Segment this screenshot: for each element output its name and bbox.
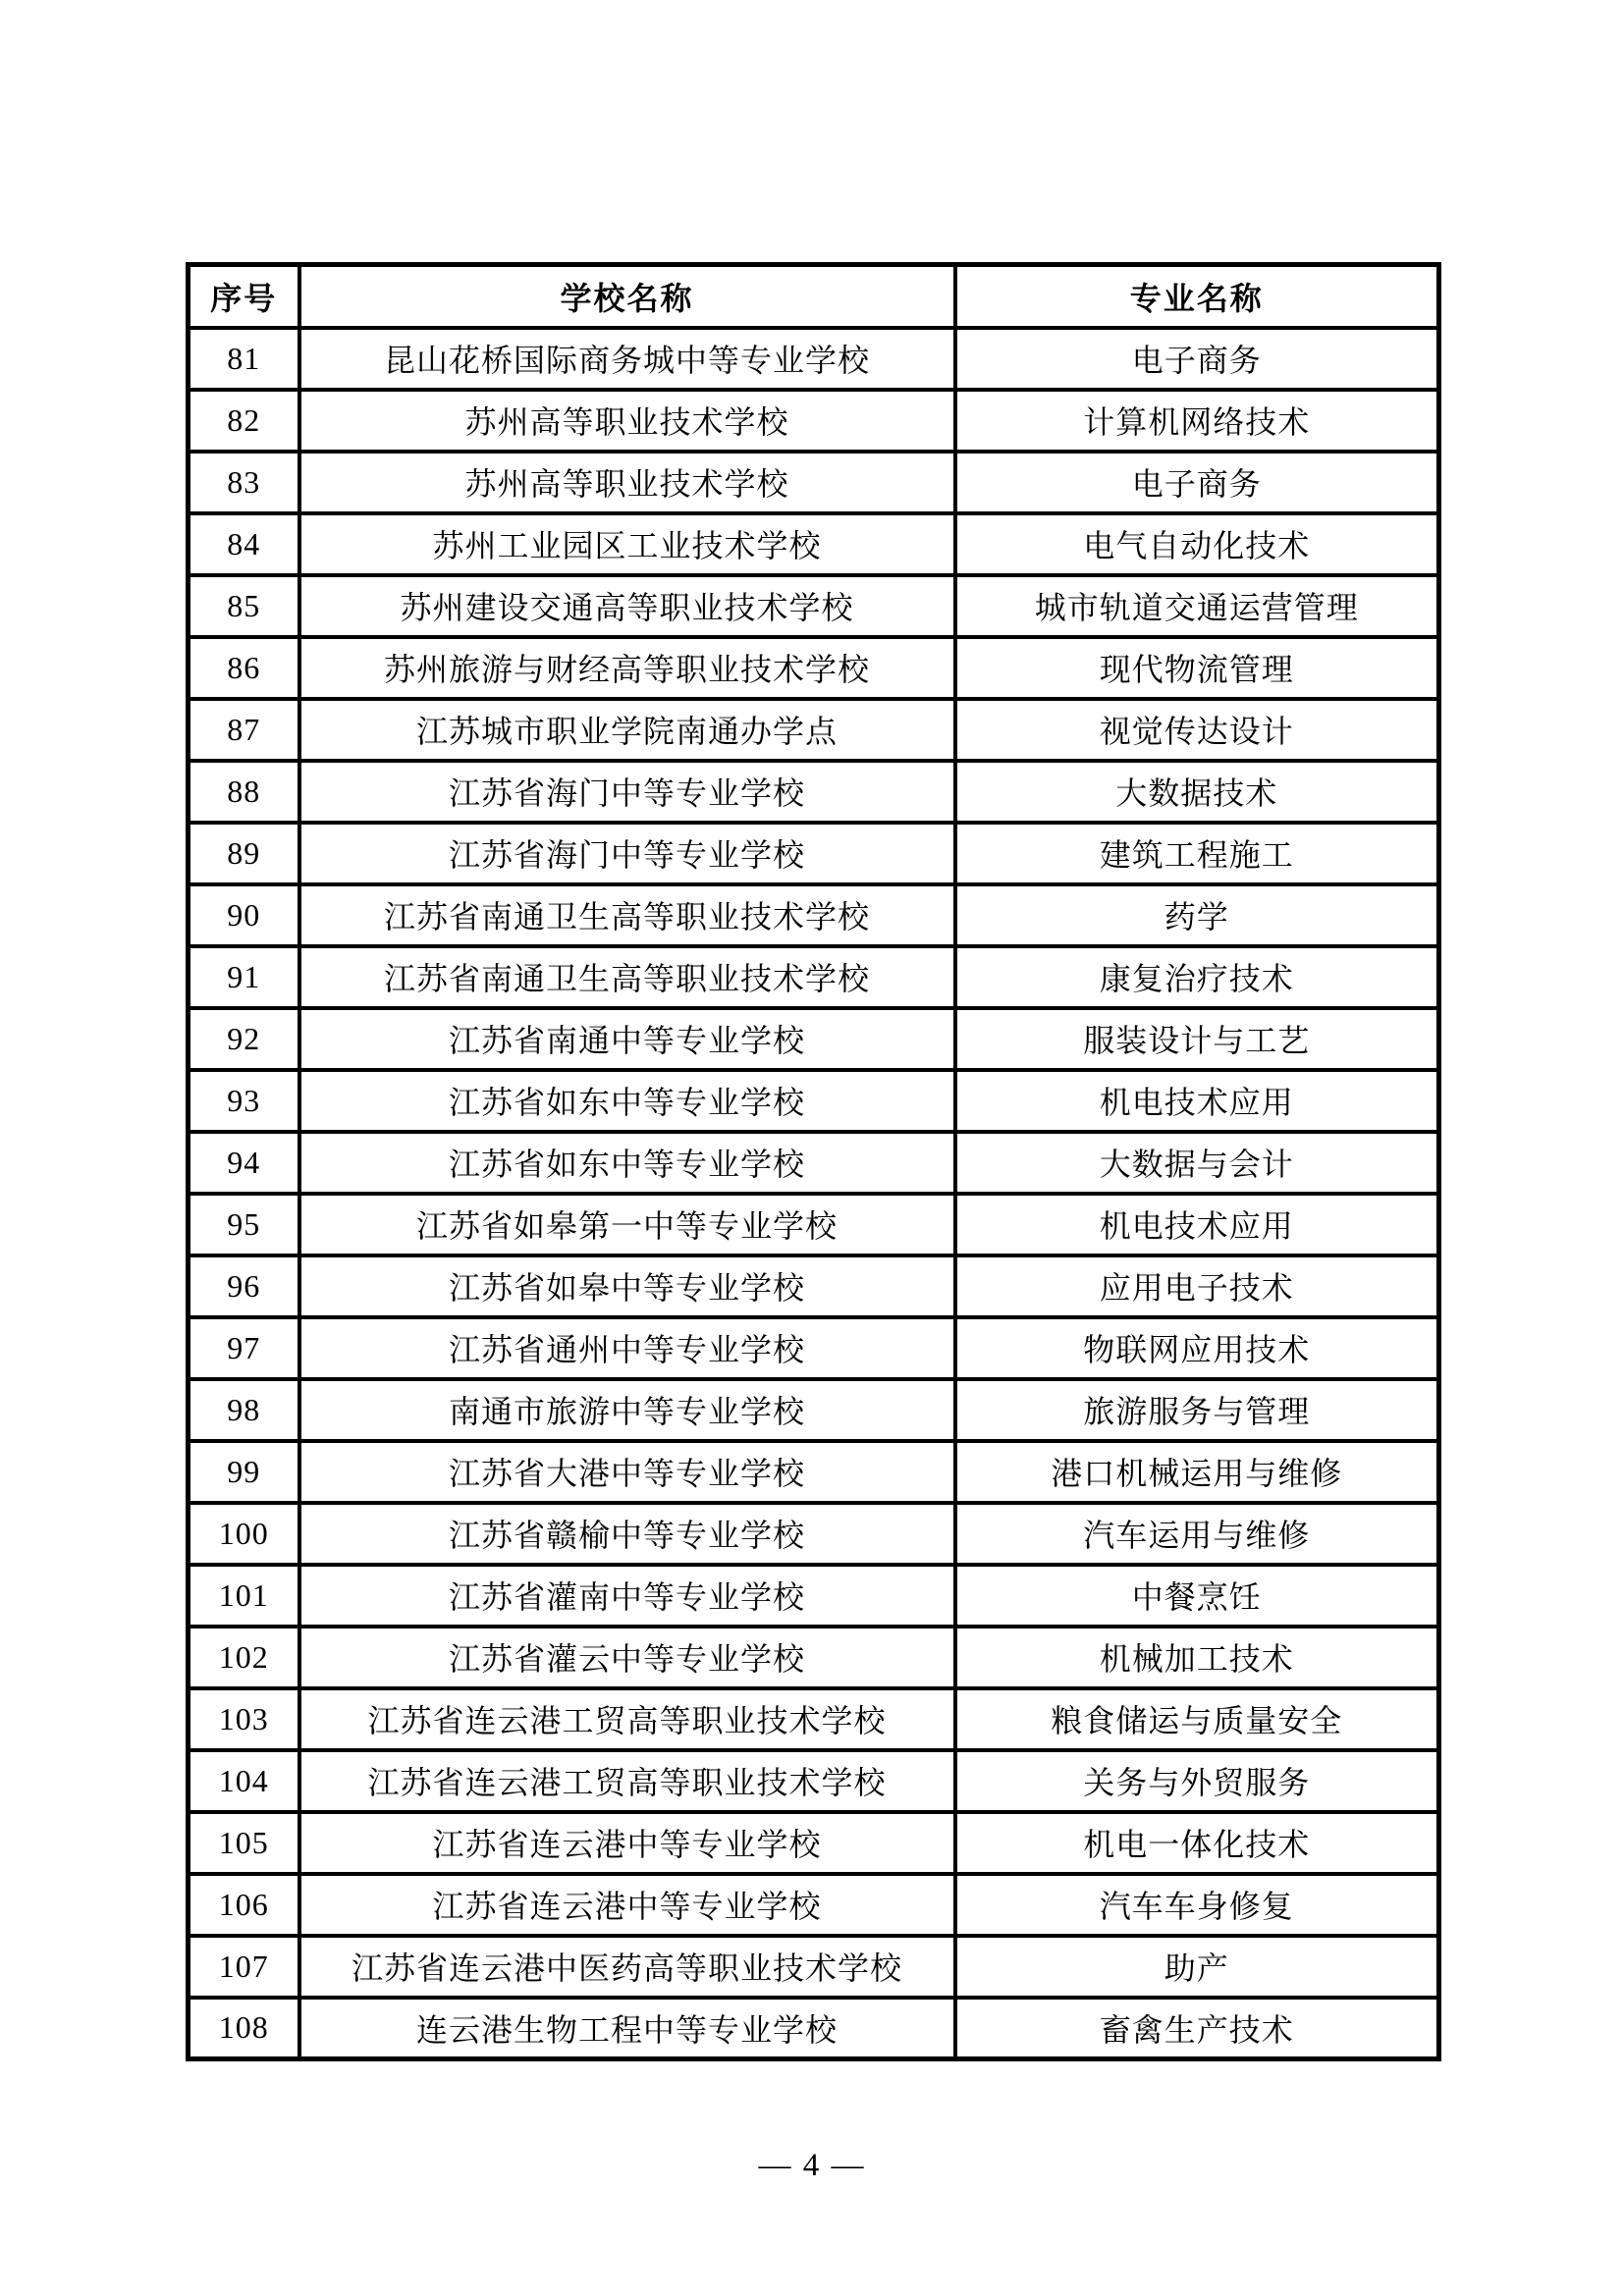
table-row <box>189 1070 1439 1132</box>
table-row <box>189 946 1439 1008</box>
major-name-cell: 汽车运用与维修 <box>955 1503 1439 1565</box>
col-header-school-name: 学校名称 <box>299 265 955 328</box>
row-index-cell: 96 <box>189 1255 299 1317</box>
school-name-cell: 江苏省如皋中等专业学校 <box>299 1255 955 1317</box>
table-row <box>189 328 1439 390</box>
major-name-cell: 康复治疗技术 <box>955 946 1439 1008</box>
school-name-cell: 江苏省赣榆中等专业学校 <box>299 1503 955 1565</box>
row-index-cell: 105 <box>189 1812 299 1874</box>
row-index-cell: 87 <box>189 699 299 761</box>
school-name-cell: 苏州建设交通高等职业技术学校 <box>299 575 955 637</box>
major-name-cell: 机电一体化技术 <box>955 1812 1439 1874</box>
major-name-cell: 建筑工程施工 <box>955 823 1439 884</box>
school-name-cell: 江苏省连云港中等专业学校 <box>299 1874 955 1936</box>
school-name-cell: 江苏省连云港工贸高等职业技术学校 <box>299 1750 955 1812</box>
major-name-cell: 粮食储运与质量安全 <box>955 1688 1439 1750</box>
table-row <box>189 513 1439 575</box>
row-index-cell: 103 <box>189 1688 299 1750</box>
school-name-cell: 江苏省连云港中医药高等职业技术学校 <box>299 1936 955 1998</box>
table-row <box>189 699 1439 761</box>
school-name-cell: 江苏省南通中等专业学校 <box>299 1008 955 1070</box>
school-name-cell: 江苏省如东中等专业学校 <box>299 1132 955 1194</box>
col-header-major-name: 专业名称 <box>955 265 1439 328</box>
school-name-cell: 南通市旅游中等专业学校 <box>299 1379 955 1441</box>
major-name-cell: 大数据技术 <box>955 761 1439 823</box>
school-name-cell: 江苏省海门中等专业学校 <box>299 823 955 884</box>
major-name-cell: 计算机网络技术 <box>955 390 1439 452</box>
school-name-cell: 江苏省海门中等专业学校 <box>299 761 955 823</box>
table-row <box>189 1255 1439 1317</box>
row-index-cell: 81 <box>189 328 299 390</box>
major-name-cell: 机电技术应用 <box>955 1070 1439 1132</box>
col-header-index: 序号 <box>189 265 299 328</box>
major-name-cell: 城市轨道交通运营管理 <box>955 575 1439 637</box>
table-row <box>189 1812 1439 1874</box>
row-index-cell: 108 <box>189 1998 299 2059</box>
row-index-cell: 85 <box>189 575 299 637</box>
row-index-cell: 92 <box>189 1008 299 1070</box>
row-index-cell: 84 <box>189 513 299 575</box>
major-name-cell: 药学 <box>955 884 1439 946</box>
row-index-cell: 82 <box>189 390 299 452</box>
school-name-cell: 苏州工业园区工业技术学校 <box>299 513 955 575</box>
school-name-cell: 江苏省连云港工贸高等职业技术学校 <box>299 1688 955 1750</box>
school-name-cell: 江苏省大港中等专业学校 <box>299 1441 955 1503</box>
school-name-cell: 苏州旅游与财经高等职业技术学校 <box>299 637 955 699</box>
major-name-cell: 机械加工技术 <box>955 1627 1439 1688</box>
major-name-cell: 电气自动化技术 <box>955 513 1439 575</box>
major-name-cell: 中餐烹饪 <box>955 1565 1439 1627</box>
table-row <box>189 1379 1439 1441</box>
major-name-cell: 港口机械运用与维修 <box>955 1441 1439 1503</box>
table-row <box>189 1194 1439 1255</box>
major-name-cell: 电子商务 <box>955 328 1439 390</box>
school-name-cell: 江苏省如东中等专业学校 <box>299 1070 955 1132</box>
school-name-cell: 江苏省南通卫生高等职业技术学校 <box>299 884 955 946</box>
school-name-cell: 江苏省灌云中等专业学校 <box>299 1627 955 1688</box>
table-header <box>189 265 1439 328</box>
row-index-cell: 99 <box>189 1441 299 1503</box>
school-name-cell: 昆山花桥国际商务城中等专业学校 <box>299 328 955 390</box>
table-row <box>189 390 1439 452</box>
row-index-cell: 107 <box>189 1936 299 1998</box>
row-index-cell: 101 <box>189 1565 299 1627</box>
school-name-cell: 苏州高等职业技术学校 <box>299 452 955 513</box>
table-row <box>189 1317 1439 1379</box>
major-name-cell: 助产 <box>955 1936 1439 1998</box>
school-major-table <box>186 262 1441 2061</box>
table-row <box>189 1998 1439 2059</box>
table-row <box>189 1627 1439 1688</box>
table-row <box>189 1936 1439 1998</box>
major-name-cell: 视觉传达设计 <box>955 699 1439 761</box>
row-index-cell: 88 <box>189 761 299 823</box>
table-header-row <box>189 265 1439 328</box>
table-row <box>189 1565 1439 1627</box>
row-index-cell: 83 <box>189 452 299 513</box>
table-row <box>189 637 1439 699</box>
major-name-cell: 关务与外贸服务 <box>955 1750 1439 1812</box>
major-name-cell: 现代物流管理 <box>955 637 1439 699</box>
school-name-cell: 江苏省灌南中等专业学校 <box>299 1565 955 1627</box>
row-index-cell: 97 <box>189 1317 299 1379</box>
school-name-cell: 江苏省通州中等专业学校 <box>299 1317 955 1379</box>
row-index-cell: 98 <box>189 1379 299 1441</box>
table-row <box>189 823 1439 884</box>
table-row <box>189 1688 1439 1750</box>
table-row <box>189 1750 1439 1812</box>
table-body <box>189 328 1439 2059</box>
school-name-cell: 江苏省连云港中等专业学校 <box>299 1812 955 1874</box>
table-row <box>189 575 1439 637</box>
row-index-cell: 104 <box>189 1750 299 1812</box>
major-name-cell: 大数据与会计 <box>955 1132 1439 1194</box>
row-index-cell: 89 <box>189 823 299 884</box>
table-row <box>189 1503 1439 1565</box>
table-row <box>189 452 1439 513</box>
row-index-cell: 100 <box>189 1503 299 1565</box>
table-row <box>189 1008 1439 1070</box>
row-index-cell: 90 <box>189 884 299 946</box>
row-index-cell: 95 <box>189 1194 299 1255</box>
page-number: — 4 — <box>758 2148 866 2183</box>
major-name-cell: 服装设计与工艺 <box>955 1008 1439 1070</box>
row-index-cell: 106 <box>189 1874 299 1936</box>
row-index-cell: 93 <box>189 1070 299 1132</box>
school-name-cell: 江苏省如皋第一中等专业学校 <box>299 1194 955 1255</box>
table-row <box>189 1132 1439 1194</box>
major-name-cell: 机电技术应用 <box>955 1194 1439 1255</box>
row-index-cell: 86 <box>189 637 299 699</box>
table-row <box>189 884 1439 946</box>
major-name-cell: 旅游服务与管理 <box>955 1379 1439 1441</box>
school-name-cell: 连云港生物工程中等专业学校 <box>299 1998 955 2059</box>
major-name-cell: 畜禽生产技术 <box>955 1998 1439 2059</box>
major-name-cell: 电子商务 <box>955 452 1439 513</box>
major-name-cell: 物联网应用技术 <box>955 1317 1439 1379</box>
row-index-cell: 91 <box>189 946 299 1008</box>
school-name-cell: 江苏省南通卫生高等职业技术学校 <box>299 946 955 1008</box>
major-name-cell: 汽车车身修复 <box>955 1874 1439 1936</box>
table-row <box>189 1874 1439 1936</box>
row-index-cell: 102 <box>189 1627 299 1688</box>
table-row <box>189 1441 1439 1503</box>
school-name-cell: 苏州高等职业技术学校 <box>299 390 955 452</box>
table-row <box>189 761 1439 823</box>
row-index-cell: 94 <box>189 1132 299 1194</box>
major-name-cell: 应用电子技术 <box>955 1255 1439 1317</box>
school-name-cell: 江苏城市职业学院南通办学点 <box>299 699 955 761</box>
